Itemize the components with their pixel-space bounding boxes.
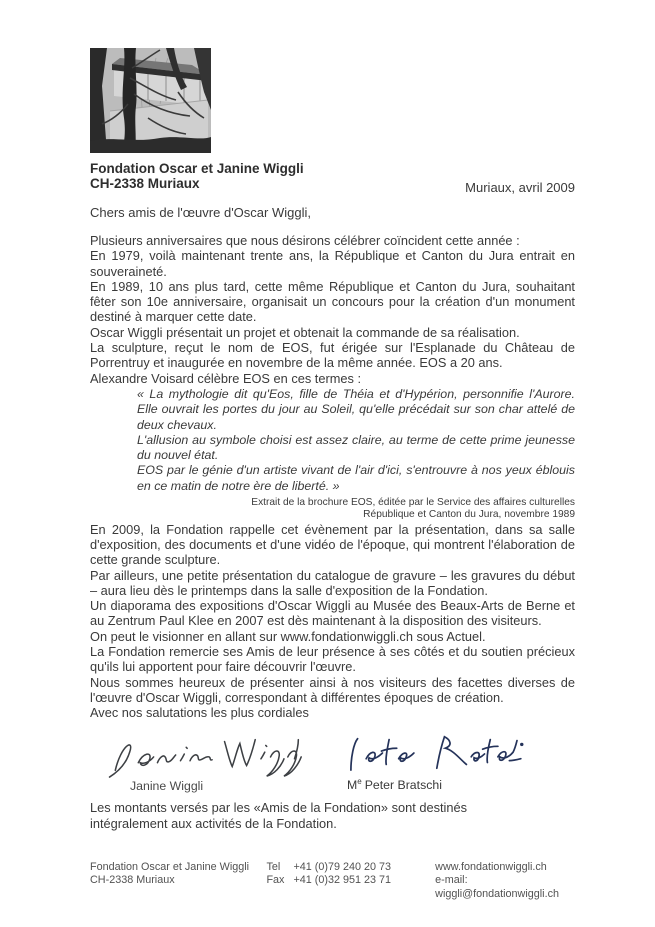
salutation: Chers amis de l'œuvre d'Oscar Wiggli, xyxy=(90,205,311,220)
opening-paragraph: En 1989, 10 ans plus tard, cette même République et Canton du Jura, souhaitant fêter son 10e anniversaire, organisait un concours pour la création d'un monument destiné à marquer cette date. xyxy=(90,278,575,325)
footer-org-address: CH-2338 Muriaux xyxy=(90,874,175,886)
postscript-line: Les montants versés par les «Amis de la Fondation» sont destinés xyxy=(90,799,468,815)
body-paragraph: La Fondation remercie ses Amis de leur présence à ses côtés et du soutien précieux qu'ils lui apportent pour faire découvrir l'œuvre. xyxy=(90,644,575,675)
citation-line: Extrait de la brochure EOS, éditée par le Service des affaires culturelles xyxy=(251,497,575,509)
footer-web-column xyxy=(435,861,593,902)
body-paragraph: En 2009, la Fondation rappelle cet évènement par la présentation, dans sa salle d'exposition, des documents et d'une vidéo de l'époque, qui montrent l'élaboration de cette grande sculpture. xyxy=(90,521,575,568)
letter-content xyxy=(90,0,575,832)
signature-peter xyxy=(337,732,529,792)
opening-paragraph: En 1979, voilà maintenant trente ans, la République et Canton du Jura entrait en souveraineté. xyxy=(90,248,575,279)
peter-title-prefix: M xyxy=(347,777,358,792)
peter-signature-caption xyxy=(347,775,529,792)
peter-signature-icon xyxy=(337,732,529,774)
footer-tel-label: Tel xyxy=(266,860,281,873)
janine-signature-caption: Janine Wiggli xyxy=(130,778,204,793)
body-paragraph: Un diaporama des expositions d'Oscar Wiggli au Musée des Beaux-Arts de Berne et au Zentrum Paul Klee en 2007 est dès maintenant à la disposition des visiteurs. xyxy=(90,598,575,629)
citation-line: République et Canton du Jura, novembre 1989 xyxy=(363,509,575,521)
opening-paragraph: La sculpture, reçut le nom de EOS, fut érigée sur l'Esplanade du Château de Porrentruy et inaugurée en novembre de la même année. EOS a 20 ans. xyxy=(90,340,575,371)
quote-intro: Alexandre Voisard célèbre EOS en ces termes : xyxy=(90,370,362,386)
dateline: Muriaux, avril 2009 xyxy=(465,180,575,195)
postscript-line: intégralement aux activités de la Fondation. xyxy=(90,815,337,831)
footer-email: e-mail: wiggli@fondationwiggli.ch xyxy=(435,874,559,900)
building-through-trees-photo xyxy=(90,48,211,153)
org-name: Fondation Oscar et Janine Wiggli xyxy=(90,161,304,176)
janine-signature-icon xyxy=(100,732,305,778)
quote-paragraph: « La mythologie dit qu'Eos, fille de Théia et d'Hypérion, personnifie l'Aurore. Elle ouvrait les portes du jour au Soleil, qu'elle précédait sur son char attelé de deux chevaux. xyxy=(137,386,575,432)
quote-citation xyxy=(90,497,575,522)
opening-paragraph: Plusieurs anniversaires que nous désirons célébrer coïncident cette année : xyxy=(90,233,520,248)
quote-paragraph: EOS par le génie d'un artiste vivant de l'air d'ici, s'entrouvre à nos yeux éblouis en ce matin de notre ère de liberté. » xyxy=(137,463,575,493)
signatures-row xyxy=(90,732,575,793)
opening-block xyxy=(90,233,575,371)
footer-contact-column xyxy=(266,861,413,902)
closing-line: Avec nos salutations les plus cordiales xyxy=(90,705,309,721)
quote-block xyxy=(137,387,575,494)
footer-website: www.fondationwiggli.ch xyxy=(435,860,547,873)
quote-paragraph: L'allusion au symbole choisi est assez claire, au terme de cette prime jeunesse du nouvel état. xyxy=(137,432,575,463)
body-paragraph: Par ailleurs, une petite présentation du catalogue de gravure – les gravures du début – aura lieu dès le printemps dans la salle d'exposition de la Fondation. xyxy=(90,567,575,598)
org-address: CH-2338 Muriaux xyxy=(90,176,200,191)
footer-org-name: Fondation Oscar et Janine Wiggli xyxy=(90,860,250,873)
opening-paragraph: Oscar Wiggli présentait un projet et obtenait la commande de sa réalisation. xyxy=(90,324,520,340)
footer xyxy=(90,861,593,902)
footer-tel-value: +41 (0)79 240 20 73 xyxy=(293,860,392,873)
peter-title-sup: e xyxy=(357,776,362,786)
body-paragraph: On peut le visionner en allant sur www.fondationwiggli.ch sous Actuel. xyxy=(90,628,486,644)
footer-org-column xyxy=(90,861,266,902)
signature-janine xyxy=(100,732,305,793)
postscript xyxy=(90,800,575,832)
body-paragraph: Nous sommes heureux de présenter ainsi à nos visiteurs des facettes diverses de l'œuvre d'Oscar Wiggli, correspondant à différentes époques de création. xyxy=(90,674,575,705)
footer-fax-value: +41 (0)32 951 23 71 xyxy=(293,874,392,886)
peter-name: Peter Bratschi xyxy=(364,777,442,792)
footer-fax-label: Fax xyxy=(266,874,285,886)
letterhead xyxy=(90,0,575,195)
